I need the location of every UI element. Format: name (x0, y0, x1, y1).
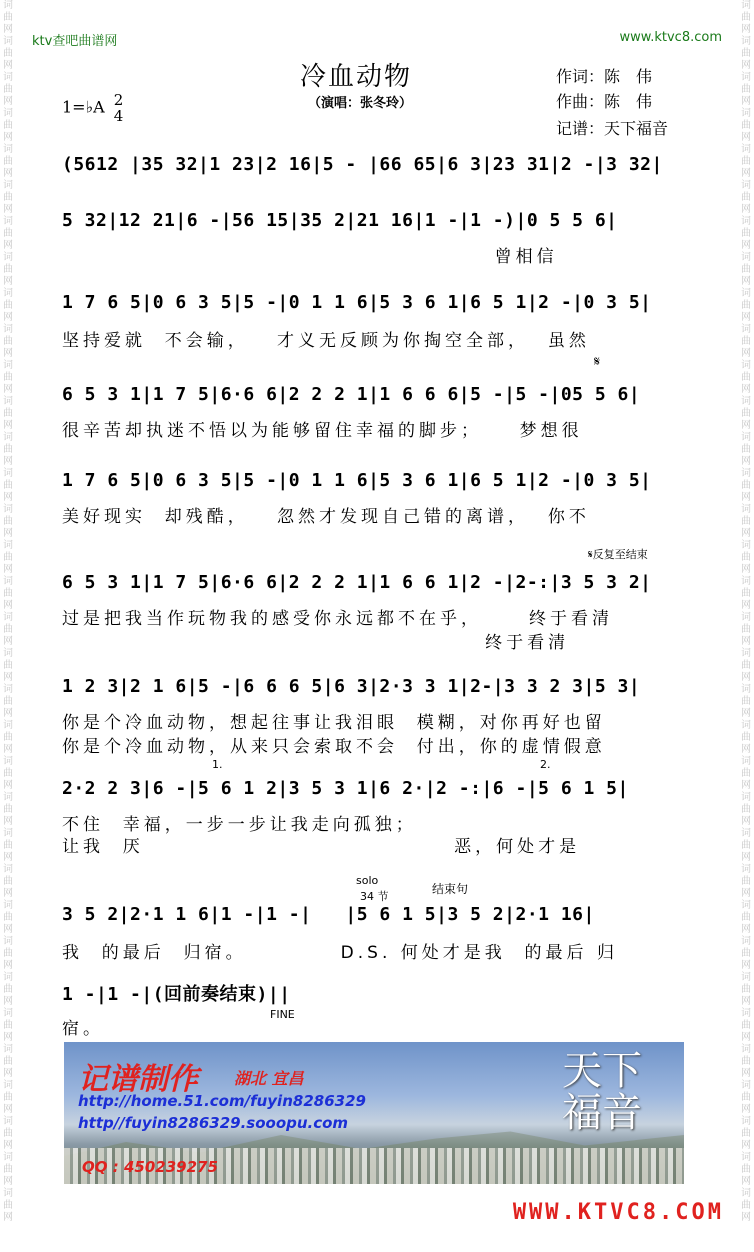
banner-url-1[interactable]: http://home.51.com/fuyin8286329 (78, 1092, 366, 1110)
song-singer: （演唱：张冬玲） (308, 96, 413, 111)
score-line-9: 3 5 2|2·1 1 6|1 -|1 -| |5 6 1 5|3 5 2|2·1 16| (62, 904, 595, 925)
footer-url[interactable]: WWW.KTVC8.COM (512, 1200, 724, 1225)
lyric-line-9: 我 的最后 归宿。 D.S. 何处才是我 的最后 归 (62, 943, 618, 963)
solo-bars: 34 节 (360, 890, 389, 903)
lyric-line-4: 很辛苦却执迷不悟以为能够留住幸福的脚步； 梦想很 (62, 421, 583, 441)
banner-logo (562, 1050, 672, 1134)
banner-title: 记谱制作 (78, 1062, 198, 1097)
key-signature (62, 92, 123, 124)
score-line-2: 5 32|12 21|6 -|56 15|35 2|21 16|1 -|1 -)|0 5 5 6| (62, 210, 618, 231)
lyricist: 作词：陈 伟 (556, 67, 653, 86)
side-watermark-left: 词曲网词曲网词曲网词曲网词曲网词曲网词曲网词曲网词曲网词曲网词曲网词曲网词曲网词曲网词曲网词曲网词曲网词曲网词曲网词曲网词曲网词曲网词曲网词曲网词曲网词曲网词曲网词曲网词曲网词曲网词曲网词曲网词曲网词曲网 (3, 0, 13, 1223)
volta-1: 1. (212, 758, 223, 771)
fine-mark: FINE (270, 1008, 295, 1021)
time-signature (114, 92, 124, 124)
score-line-5: 1 7 6 5|0 6 3 5|5 -|0 1 1 6|5 3 6 1|6 5 1|2 -|0 3 5| (62, 470, 652, 491)
banner-logo-line-2: 福音 (562, 1090, 642, 1136)
lyric-line-7b: 你是个冷血动物，从来只会索取不会 付出，你的虚情假意 (62, 737, 606, 757)
volta-2: 2. (540, 758, 551, 771)
banner-qq: QQ : 450239275 (82, 1158, 218, 1176)
ending-label: 结束句 (432, 882, 469, 896)
lyric-line-3: 坚持爱就 不会输， 才义无反顾为你掏空全部， 虽然 (62, 331, 590, 351)
lyric-line-8b: 让我 厌 恶，何处才是 (62, 837, 581, 857)
composer: 作曲：陈 伟 (556, 92, 653, 111)
segno-mark: 𝄋 (594, 354, 601, 370)
lyric-line-10: 宿。 (62, 1019, 104, 1039)
lyric-line-6a: 过是把我当作玩物我的感受你永远都不在乎， 终于看清 (62, 609, 614, 629)
side-watermark-right: 词曲网词曲网词曲网词曲网词曲网词曲网词曲网词曲网词曲网词曲网词曲网词曲网词曲网词曲网词曲网词曲网词曲网词曲网词曲网词曲网词曲网词曲网词曲网词曲网词曲网词曲网词曲网词曲网词曲网词曲网词曲网词曲网词曲网词曲网 (741, 0, 751, 1223)
time-bottom: 4 (113, 107, 124, 125)
lyric-line-2: 曾相信 (62, 247, 558, 267)
score-line-3: 1 7 6 5|0 6 3 5|5 -|0 1 1 6|5 3 6 1|6 5 1|2 -|0 3 5| (62, 292, 652, 313)
time-top: 2 (113, 91, 124, 109)
solo-label: solo (356, 874, 379, 887)
banner-url-2[interactable]: http//fuyin8286329.sooopu.com (78, 1114, 349, 1132)
score-line-4: 6 5 3 1|1 7 5|6·6 6|2 2 2 1|1 6 6 6|5 -|5 -|05 5 6| (62, 384, 641, 405)
site-url[interactable]: www.ktvc8.com (619, 30, 722, 45)
score-line-6: 6 5 3 1|1 7 5|6·6 6|2 2 2 1|1 6 6 1|2 -|2-:|3 5 3 2| (62, 572, 652, 593)
song-title: 冷血动物 (300, 62, 413, 92)
lyric-line-8a: 不住 幸福，一步一步让我走向孤独； (62, 815, 417, 835)
score-line-7: 1 2 3|2 1 6|5 -|6 6 6 5|6 3|2·3 3 1|2-|3 3 2 3|5 3| (62, 676, 641, 697)
score-line-1: (5612 |35 32|1 23|2 16|5 - |66 65|6 3|23 31|2 -|3 32| (62, 154, 663, 175)
key-label: 1=♭A (62, 97, 105, 117)
banner-place: 湖北 宜昌 (234, 1069, 304, 1088)
lyric-line-7a: 你是个冷血动物，想起往事让我泪眼 模糊，对你再好也留 (62, 713, 606, 733)
site-name[interactable]: ktv查吧曲谱网 (32, 34, 118, 49)
transcriber: 记谱：天下福音 (556, 119, 669, 138)
score-line-10: 1 -|1 -|(回前奏结束)|| (62, 984, 291, 1005)
lyric-line-5: 美好现实 却残酷， 忽然才发现自己错的离谱， 你不 (62, 507, 590, 527)
repeat-to-end-mark: 𝄋反复至结束 (588, 548, 648, 561)
lyric-line-6b: 终于看清 (62, 633, 570, 653)
score-line-8: 2·2 2 3|6 -|5 6 1 2|3 5 3 1|6 2·|2 -:|6 -|5 6 1 5| (62, 778, 629, 799)
transcriber-banner (64, 1042, 684, 1184)
banner-logo-line-1: 天下 (562, 1048, 642, 1094)
